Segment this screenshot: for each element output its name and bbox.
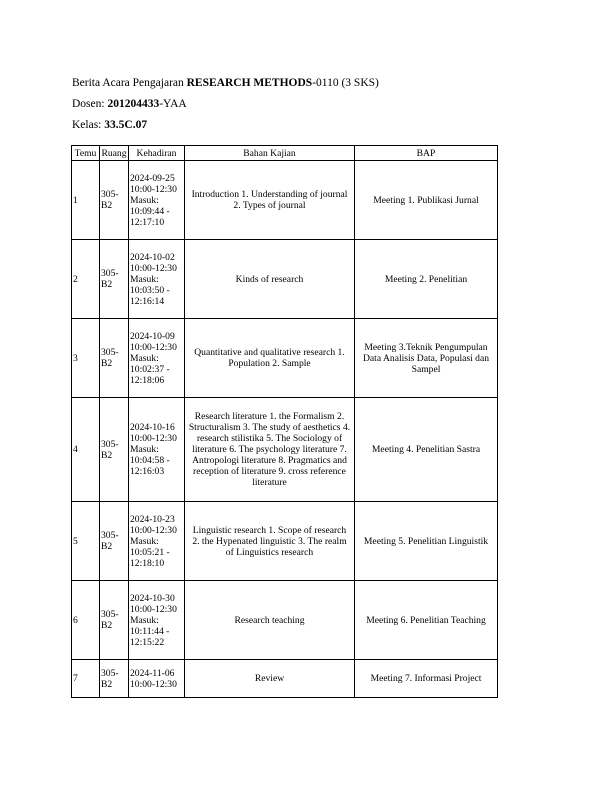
attendance-cell: 2024-10-23 10:00-12:30 Masuk: 10:05:21 - 12:18:10: [129, 502, 185, 581]
document-header: [72, 76, 379, 139]
table-row: [72, 319, 498, 398]
room-cell: 305-B2: [100, 161, 129, 240]
course-code-credits: -0110 (3 SKS): [312, 77, 379, 89]
class-line: [72, 118, 379, 139]
column-header-room: Ruang: [101, 147, 127, 159]
table-header-row: [72, 146, 498, 161]
material-cell: Introduction 1. Understanding of journal 2. Types of journal: [185, 161, 355, 240]
attendance-cell: 2024-09-25 10:00-12:30 Masuk: 10:09:44 - 12:17:10: [129, 161, 185, 240]
material-cell: Review: [185, 660, 355, 698]
material-cell: Kinds of research: [185, 240, 355, 319]
attendance-cell: 2024-11-06 10:00-12:30: [129, 660, 185, 698]
room-cell: 305-B2: [100, 398, 129, 502]
table-row: [72, 502, 498, 581]
column-header-bap: BAP: [355, 146, 498, 161]
room-cell: 305-B2: [100, 502, 129, 581]
material-cell: Linguistic research 1. Scope of research 2. the Hypenated linguistic 3. The realm of Linguistics research: [185, 502, 355, 581]
meeting-number: 2: [72, 240, 100, 319]
table-row: [72, 240, 498, 319]
lecturer-code: -YAA: [159, 98, 187, 110]
table-row: [72, 398, 498, 502]
room-cell: 305-B2: [100, 319, 129, 398]
table-row: [72, 581, 498, 660]
bap-cell: Meeting 4. Penelitian Sastra: [355, 398, 498, 502]
class-value: 33.5C.07: [104, 119, 148, 131]
lecturer-line: [72, 97, 379, 118]
report-title-line: [72, 76, 379, 97]
bap-cell: Meeting 5. Penelitian Linguistik: [355, 502, 498, 581]
room-cell: 305-B2: [100, 581, 129, 660]
course-name: RESEARCH METHODS: [186, 77, 313, 89]
lecturer-label: Dosen:: [72, 98, 108, 110]
column-header-meeting: Temu: [72, 146, 100, 161]
report-title-prefix: Berita Acara Pengajaran: [72, 77, 187, 89]
class-label: Kelas:: [72, 119, 105, 131]
teaching-record-table: [71, 145, 498, 698]
room-cell: 305-B2: [100, 240, 129, 319]
attendance-cell: 2024-10-16 10:00-12:30 Masuk: 10:04:58 - 12:16:03: [129, 398, 185, 502]
meeting-number: 6: [72, 581, 100, 660]
table-row: [72, 660, 498, 698]
bap-cell: Meeting 6. Penelitian Teaching: [355, 581, 498, 660]
attendance-cell: 2024-10-02 10:00-12:30 Masuk: 10:03:50 - 12:16:14: [129, 240, 185, 319]
material-cell: Research literature 1. the Formalism 2. Structuralism 3. The study of aesthetics 4. research stilistika 5. The Sociology of literature 6. The psychology literature 7. Antropologi literature 8. Pragmatics and reception of literature 9. cross reference literature: [185, 398, 355, 502]
attendance-cell: 2024-10-30 10:00-12:30 Masuk: 10:11:44 - 12:15:22: [129, 581, 185, 660]
table-row: [72, 161, 498, 240]
meeting-number: 5: [72, 502, 100, 581]
meeting-number: 3: [72, 319, 100, 398]
meeting-number: 1: [72, 161, 100, 240]
material-cell: Research teaching: [185, 581, 355, 660]
material-cell: Quantitative and qualitative research 1. Population 2. Sample: [185, 319, 355, 398]
meeting-number: 7: [72, 660, 100, 698]
bap-cell: Meeting 3.Teknik Pengumpulan Data Analisis Data, Populasi dan Sampel: [355, 319, 498, 398]
bap-cell: Meeting 1. Publikasi Jurnal: [355, 161, 498, 240]
attendance-cell: 2024-10-09 10:00-12:30 Masuk: 10:02:37 - 12:18:06: [129, 319, 185, 398]
column-header-material: Bahan Kajian: [185, 146, 355, 161]
room-cell: 305-B2: [100, 660, 129, 698]
column-header-attendance: Kehadiran: [129, 146, 185, 161]
meeting-number: 4: [72, 398, 100, 502]
bap-cell: Meeting 7. Informasi Project: [355, 660, 498, 698]
lecturer-id: 201204433: [107, 98, 160, 110]
bap-cell: Meeting 2. Penelitian: [355, 240, 498, 319]
